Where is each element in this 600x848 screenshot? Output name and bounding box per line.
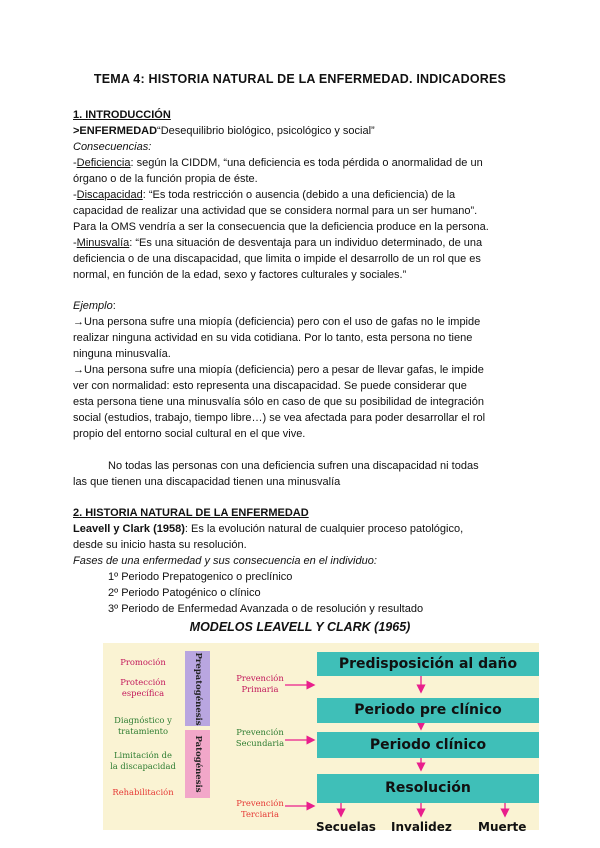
diagram-title: MODELOS LEAVELL Y CLARK (1965): [189, 620, 411, 634]
historia-heading: 2. HISTORIA NATURAL DE LA ENFERMEDAD: [73, 507, 309, 519]
ejemplo-line: Ejemplo:: [73, 300, 116, 312]
ejemplo-2-line-1: →Una persona sufre una miopía (deficiencia) pero a pesar de llevar gafas, le impide: [73, 364, 484, 376]
minusvalia-line-1: -Minusvalía: “Es una situación de desventaja para un individuo determinado, de una: [73, 237, 483, 249]
deficiencia-text-1: : según la CIDDM, “una deficiencia es toda pérdida o anormalidad de un: [130, 157, 483, 169]
leavell-clark-diagram: [103, 643, 539, 834]
prev2-line-2: Secundaria: [235, 738, 285, 748]
prev1-line-1: Prevención: [236, 673, 284, 683]
minusvalia-line-2: deficiencia o de una discapacidad, que limita o impide el desarrollo de un rol que es: [73, 253, 481, 265]
predisposicion-box: Predisposición al daño: [317, 652, 539, 676]
patogenesis-label: Patogénesis: [192, 735, 203, 793]
periodo-preclinico-box: Periodo pre clínico: [317, 698, 539, 723]
ejemplo-2-line-5: propio del entorno social cultural en el que vive.: [73, 428, 306, 440]
leavell-label: Leavell y Clark (1958): [73, 523, 185, 535]
deficiencia-line-2: órgano o de la función propia de éste.: [73, 173, 258, 185]
leavell-text-1: : Es la evolución natural de cualquier proceso patológico,: [184, 523, 464, 535]
secuelas-label: Secuelas: [316, 820, 376, 834]
note-line-2: las que tienen una discapacidad tienen una minusvalía: [73, 476, 341, 488]
fases-label: Fases de una enfermedad y sus consecuencia en el individuo:: [73, 555, 377, 567]
proteccion-line-1: Protección: [120, 677, 166, 687]
enfermedad-definition: “Desequilibrio biológico, psicológico y social”: [157, 125, 375, 137]
prev3-line-1: Prevención: [236, 798, 284, 808]
limitacion-label: [103, 750, 183, 772]
minusvalia-label: Minusvalía: [76, 237, 130, 249]
leavell-line-2: desde su inicio hasta su resolución.: [73, 539, 247, 551]
fase-3: 3º Periodo de Enfermedad Avanzada o de resolución y resultado: [108, 603, 424, 615]
prev2-line-1: Prevención: [236, 727, 284, 737]
limitacion-line-1: Limitación de: [113, 750, 172, 760]
fase-2: 2º Periodo Patogénico o clínico: [108, 587, 261, 599]
prevencion-terciaria-label: [225, 798, 295, 820]
diagnostico-line-2: tratamiento: [117, 726, 169, 736]
invalidez-label: Invalidez: [391, 820, 452, 834]
prevencion-secundaria-label: [225, 727, 295, 749]
ejemplo-2-line-2: ver con normalidad: esto representa una discapacidad. Se puede considerar que: [73, 380, 467, 392]
note-line-1: No todas las personas con una deficiencia sufren una discapacidad ni todas: [108, 460, 479, 472]
discapacidad-line-3: Para la OMS vendría a ser la consecuencia que la deficiencia produce en la persona.: [73, 221, 489, 233]
prev3-line-2: Terciaria: [241, 809, 279, 819]
page-title: TEMA 4: HISTORIA NATURAL DE LA ENFERMEDAD. INDICADORES: [93, 72, 507, 86]
promocion-label: Promoción: [120, 657, 166, 667]
ejemplo-2-line-3: esta persona tiene una minusvalía sólo en caso de que su posibilidad de integración: [73, 396, 484, 408]
prepatogenesis-label: Prepatogénesis: [192, 651, 203, 726]
proteccion-label: [103, 677, 183, 699]
fase-1: 1º Periodo Prepatogenico o preclínico: [108, 571, 293, 583]
minusvalia-line-3: normal, en función de la edad, sexo y factores culturales y sociales.”: [73, 269, 407, 281]
minusvalia-text-1: : “Es una situación de desventaja para un individuo determinado, de una: [129, 237, 483, 249]
enfermedad-line: [73, 123, 533, 139]
ejemplo-1-line-3: ninguna minusvalía.: [73, 348, 171, 360]
deficiencia-line-1: -Deficiencia: según la CIDDM, “una deficiencia es toda pérdida o anormalidad de un: [73, 157, 483, 169]
prepatogenesis-box: [185, 651, 210, 726]
ejemplo-label: Ejemplo: [73, 300, 113, 312]
discapacidad-line-2: capacidad de realizar una actividad que se considera normal para un ser humano”.: [73, 205, 478, 217]
prevencion-primaria-label: [225, 673, 295, 695]
intro-heading: 1. INTRODUCCIÓN: [73, 109, 171, 121]
muerte-label: Muerte: [478, 820, 527, 834]
ejemplo-2-line-4: social (estudios, trabajo, tiempo libre…) se vea afectada para poder desarrollar el rol: [73, 412, 486, 424]
discapacidad-label: Discapacidad: [76, 189, 143, 201]
diagnostico-line-1: Diagnóstico y: [114, 715, 172, 725]
ejemplo-1-line-1: →Una persona sufre una miopía (deficiencia) pero con el uso de gafas no le impide: [73, 316, 481, 328]
enfermedad-label: >ENFERMEDAD: [73, 125, 158, 137]
patogenesis-box: [185, 730, 210, 798]
deficiencia-label: Deficiencia: [76, 157, 131, 169]
rehabilitacion-label: Rehabilitación: [112, 787, 174, 797]
consecuencias-label: Consecuencias:: [73, 141, 152, 153]
proteccion-line-2: específica: [121, 688, 165, 698]
periodo-clinico-box: Periodo clínico: [317, 732, 539, 758]
discapacidad-text-1: : “Es toda restricción o ausencia (debido a una deficiencia) de la: [142, 189, 456, 201]
prev1-line-2: Primaria: [241, 684, 279, 694]
ejemplo-1-line-2: realizar ninguna actividad en su vida cotidiana. Por lo tanto, esta persona no tiene: [73, 332, 473, 344]
limitacion-line-2: la discapacidad: [110, 761, 176, 771]
leavell-line-1: [73, 521, 533, 537]
diagnostico-label: [103, 715, 183, 737]
discapacidad-line-1: -Discapacidad: “Es toda restricción o ausencia (debido a una deficiencia) de la: [73, 189, 456, 201]
resolucion-box: Resolución: [317, 774, 539, 803]
